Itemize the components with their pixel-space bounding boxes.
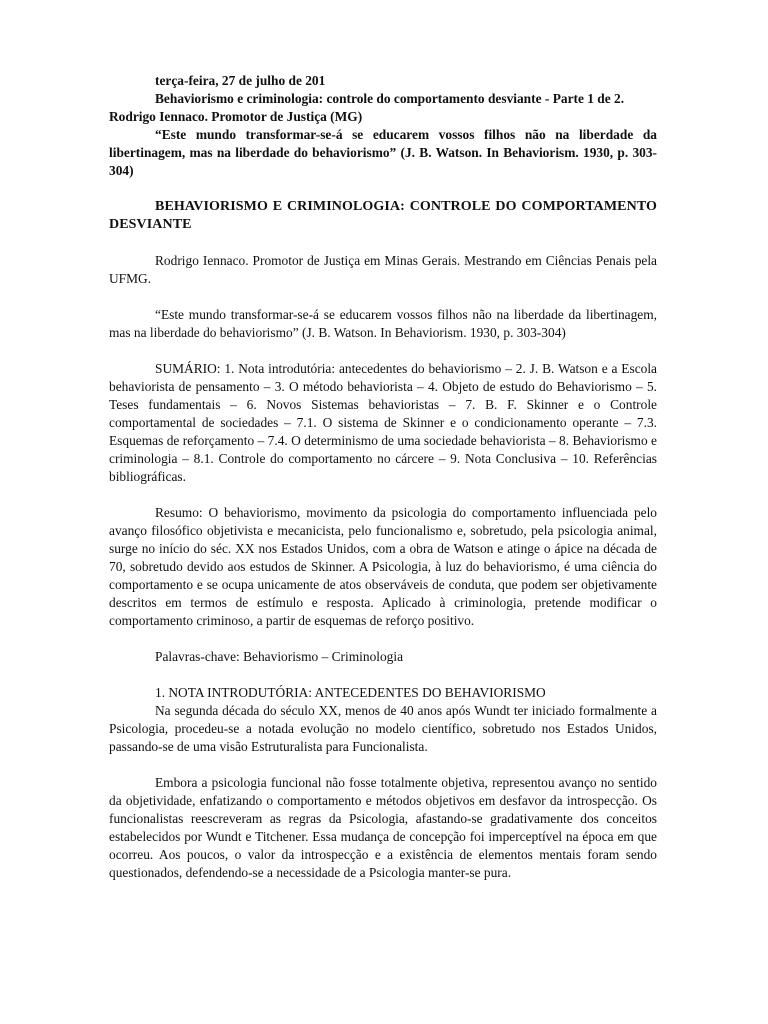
section-paragraph: Na segunda década do século XX, menos de 40 anos após Wundt ter iniciado formalmente a Psicologia, procedeu-se a notada evolução no modelo científico, sobretudo nos Estados Unidos, passando-se de uma visão Estruturalista para Funcionalista. <box>109 703 657 754</box>
section-paragraph: Embora a psicologia funcional não fosse totalmente objetiva, representou avanço no sentido da objetividade, enfatizando o comportamento e métodos objetivos em desfavor da introspecção. Os funcionalistas reescreveram as regras da Psicologia, afastando-se gradativamente dos conceitos estabelecidos por Wundt e Titchener. Essa mudança de concepção foi imperceptível na época em que ocorreu. Aos poucos, o valor da introspecção e a existência de elementos mentais foram sendo questionados, defendendo-se a necessidade de a Psicologia manter-se pura. <box>109 775 657 880</box>
article-abstract: Resumo: O behaviorismo, movimento da psicologia do comportamento influenciada pelo avanço filosófico objetivista e mecanicista, pelo funcionalismo e, sobretudo, pela psicologia animal, surge no início do séc. XX nos Estados Unidos, com a obra de Watson e atinge o ápice na década de 70, sobretudo devido aos estudos de Skinner. A Psicologia, à luz do behaviorismo, é uma ciência do comportamento e se ocupa unicamente de atos observáveis de conduta, que podem ser objetivamente descritos em termos de estímulo e resposta. Aplicado à criminologia, pretende modificar o comportamento criminoso, a partir de esquemas de reforço positivo. <box>109 505 657 628</box>
section-heading: 1. NOTA INTRODUTÓRIA: ANTECEDENTES DO BEHAVIORISMO <box>155 685 546 700</box>
article-keywords: Palavras-chave: Behaviorismo – Criminologia <box>155 649 404 664</box>
article-summary: SUMÁRIO: 1. Nota introdutória: antecedentes do behaviorismo – 2. J. B. Watson e a Escola behaviorista de pensamento – 3. O método behaviorista – 4. Objeto de estudo do Behaviorismo – 5. Teses fundamentais – 6. Novos Sistemas behavioristas – 7. B. F. Skinner e o Controle comportamental de sociedades – 7.1. O sistema de Skinner e o condicionamento operante – 7.3. Esquemas de reforçamento – 7.4. O determinismo de uma sociedade behaviorista – 8. Behaviorismo e criminologia – 8.1. Controle do comportamento no cárcere – 9. Nota Conclusiva – 10. Referências bibliográficas. <box>109 361 657 484</box>
document-page <box>109 72 657 882</box>
article-epigraph: “Este mundo transformar-se-á se educarem vossos filhos não na liberdade da libertinagem, mas na liberdade do behaviorismo” (J. B. Watson. In Behaviorism. 1930, p. 303-304) <box>109 307 657 340</box>
post-title: Behaviorismo e criminologia: controle do comportamento desviante - Parte 1 de 2. <box>155 91 625 106</box>
post-author-line: Rodrigo Iennaco. Promotor de Justiça (MG) <box>109 109 363 124</box>
article-title: BEHAVIORISMO E CRIMINOLOGIA: CONTROLE DO COMPORTAMENTO DESVIANTE <box>109 199 657 232</box>
article-author: Rodrigo Iennaco. Promotor de Justiça em Minas Gerais. Mestrando em Ciências Penais pela UFMG. <box>109 253 657 286</box>
post-epigraph: “Este mundo transformar-se-á se educarem vossos filhos não na liberdade da libertinagem, mas na liberdade do behaviorismo” (J. B. Watson. In Behaviorism. 1930, p. 303-304) <box>109 127 657 178</box>
post-date: terça-feira, 27 de julho de 201 <box>155 73 326 88</box>
